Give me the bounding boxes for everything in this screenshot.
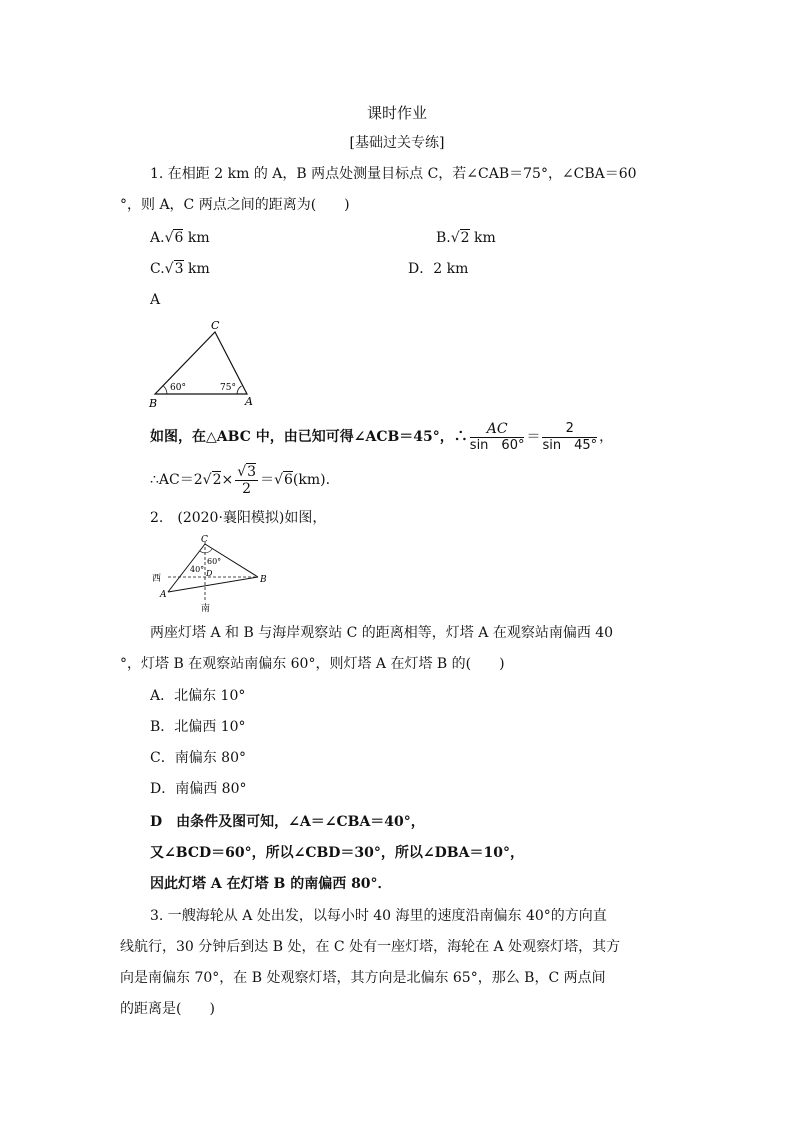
radicand: 6: [283, 472, 293, 488]
fraction-ac-sin60: [470, 421, 525, 454]
q2-solution-line3: 因此灯塔 A 在灯塔 B 的南偏西 80°．: [150, 876, 392, 892]
section-heading: [基础过关专练]: [349, 135, 445, 151]
sqrt-symbol: √2: [450, 230, 470, 246]
q1-answer: A: [150, 292, 161, 308]
q3-line1: 3. 一艘海轮从 A 处出发，以每小时 40 海里的速度沿南偏东 40°的方向直: [150, 908, 607, 924]
label-c: C: [211, 319, 220, 332]
q2-lighthouse-figure: [148, 534, 272, 614]
q2-solution-line1: D 由条件及图可知，∠A＝∠CBA＝40°，: [150, 814, 425, 830]
q2-option-a: A．北偏东 10°: [150, 688, 246, 704]
sqrt-symbol: √3: [164, 261, 184, 277]
q2-stem-line1: 两座灯塔 A 和 B 与海岸观察站 C 的距离相等，灯塔 A 在观察站南偏西 40: [150, 625, 614, 641]
page-title: 课时作业: [366, 104, 427, 122]
fraction-denominator: 2: [242, 480, 252, 497]
radicand: 3: [247, 463, 257, 480]
fraction-numerator: √3: [237, 463, 257, 480]
fraction-numerator: AC: [470, 421, 525, 438]
label-angle-75: 75°: [220, 383, 236, 393]
q1-option-c-radicand: 3: [174, 261, 184, 277]
angle-40-arc: [200, 551, 205, 553]
equals-sign: ＝: [260, 472, 275, 488]
q1-stem-line2: °，则 A，C 两点之间的距离为( ): [120, 197, 350, 213]
q1-option-a-unit: km: [187, 230, 210, 246]
q1-option-c: [150, 259, 210, 279]
label-b: B: [260, 575, 267, 585]
q2-option-c: C．南偏东 80°: [150, 750, 246, 766]
q1-triangle-figure: [145, 316, 265, 410]
q2-option-d: D．南偏西 80°: [150, 781, 247, 797]
q1-solution-text: 如图，在△ABC 中，由已知可得∠ACB＝45°，∴: [150, 429, 468, 445]
fraction-denominator: sin 45°: [542, 437, 598, 453]
q1-option-b: [436, 228, 496, 248]
q2-option-b: B．北偏西 10°: [150, 719, 246, 735]
q1-solution-ac-expression: ∴AC＝2: [150, 472, 203, 488]
label-angle-40: 40°: [190, 565, 205, 574]
comma: ，: [599, 429, 614, 445]
label-d: D: [206, 569, 213, 578]
q1-solution-line1: [150, 420, 613, 454]
label-b: B: [149, 397, 158, 410]
fraction-sqrt3-over-2: [235, 464, 258, 497]
q3-line4: 的距离是( ): [120, 1001, 215, 1017]
q1-option-a: [150, 228, 210, 248]
unit-km: (km).: [292, 472, 331, 488]
q1-option-a-prefix: A.: [150, 230, 165, 246]
q1-option-a-radicand: 6: [174, 230, 184, 246]
label-angle-60: 60°: [170, 383, 186, 393]
label-south: 南: [201, 604, 211, 614]
line-ab: [168, 577, 258, 592]
times-sign: ×: [221, 472, 234, 488]
label-west: 西: [152, 574, 162, 584]
label-a: A: [160, 590, 167, 600]
radicand: 2: [212, 472, 222, 488]
q3-line3: 向是南偏东 70°，在 B 处观察灯塔，其方向是北偏东 65°，那么 B，C 两点间: [120, 970, 606, 986]
label-c: C: [201, 535, 208, 545]
angle-a-arc: [237, 386, 242, 394]
q1-stem-line1: 1. 在相距 2 km 的 A，B 两点处测量目标点 C，若∠CAB＝75°，∠CBA＝60: [150, 166, 637, 182]
sqrt-symbol: √2: [202, 472, 222, 488]
q2-stem-intro: 2. (2020·襄阳模拟)如图，: [150, 510, 327, 526]
label-angle-60: 60°: [207, 557, 222, 566]
q1-option-d: D．2 km: [408, 261, 469, 277]
angle-60-arc: [205, 549, 212, 553]
q1-option-b-prefix: B.: [436, 230, 451, 246]
q3-line2: 线航行，30 分钟后到达 B 处，在 C 处有一座灯塔，海轮在 A 处观察灯塔，其方: [120, 939, 621, 955]
q2-stem-line2: °，灯塔 B 在观察站南偏东 60°，则灯塔 A 在灯塔 B 的( ): [120, 656, 505, 672]
q1-option-c-prefix: C.: [150, 261, 165, 277]
fraction-denominator: sin 60°: [469, 437, 525, 453]
fraction-2-sin45: [542, 421, 597, 454]
equals-sign: ＝: [526, 429, 541, 445]
angle-b-arc: [164, 386, 168, 394]
q1-option-b-unit: km: [474, 230, 496, 246]
q1-option-b-radicand: 2: [460, 230, 470, 246]
q1-option-c-unit: km: [187, 261, 210, 277]
sqrt-symbol: √6: [274, 472, 293, 488]
fraction-numerator: 2: [542, 421, 597, 438]
sqrt-symbol: √6: [164, 230, 184, 246]
q1-solution-line2: [150, 462, 330, 498]
q2-solution-line2: 又∠BCD＝60°，所以∠CBD＝30°，所以∠DBA＝10°，: [150, 845, 524, 861]
label-a: A: [245, 395, 253, 408]
